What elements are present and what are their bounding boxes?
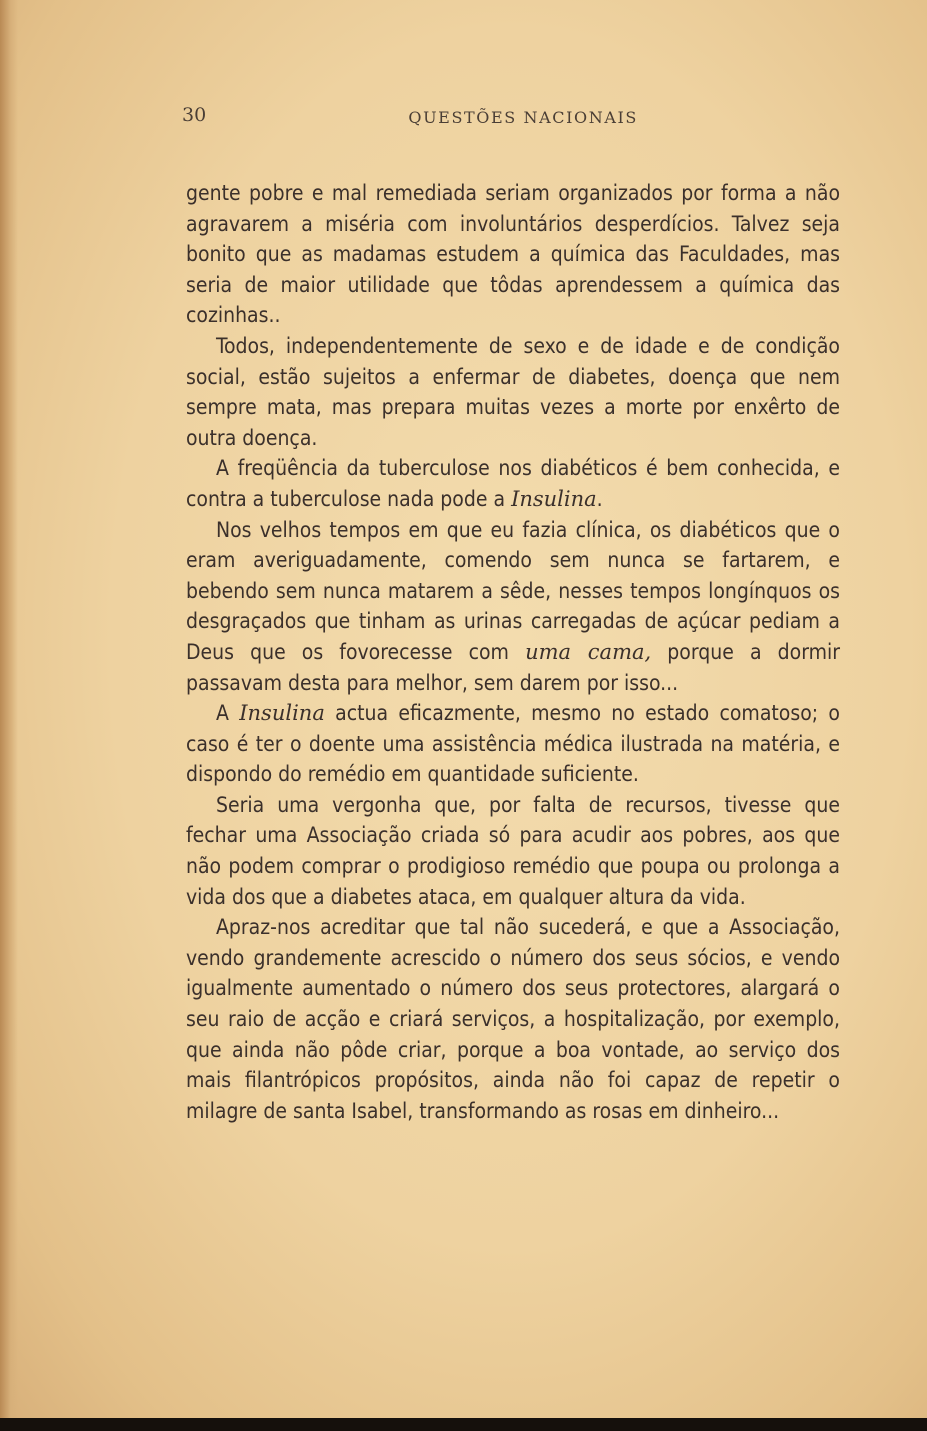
paragraph-text: . — [596, 486, 603, 511]
paragraph-text: Todos, independentemente de sexo e de idade e de condição social, estão sujeitos a enfermar de diabetes, doença que nem sempre mata, mas prepara muitas vezes a morte por enxêrto de outra doença. — [186, 333, 840, 450]
paragraph — [186, 790, 840, 912]
paragraph-text: Apraz-nos acreditar que tal não sucederá, e que a Associação, vendo grandemente acrescido o número dos seus sócios, e vendo igualmente aumentado o número dos seus protectores, alargará o seu raio de acção e criará serviços, a hospitalização, por exemplo, que ainda não pôde criar, porque a boa vontade, ao serviço dos mais filantrópicos propósitos, ainda não foi capaz de repetir o milagre de santa Isabel, transformando as rosas em dinheiro... — [186, 915, 840, 1123]
italic-term: Insulina — [239, 701, 325, 726]
running-title: QUESTÕES NACIONAIS — [408, 108, 638, 127]
paragraph — [186, 698, 840, 790]
paragraph-continuation — [186, 178, 840, 331]
body-text — [186, 178, 840, 1126]
paragraph-text: A — [216, 701, 240, 726]
paragraph-text: porque a dormir passavam desta para melhor, sem darem por isso... — [186, 639, 841, 695]
paragraph-text: Seria uma vergonha que, por falta de recursos, tivesse que fechar uma Associação criada só para acudir aos pobres, aos que não podem comprar o prodigioso remédio que poupa ou prolonga a vida dos que a diabetes ataca, em qualquer altura da vida. — [186, 792, 840, 909]
paragraph-text: A freqüência da tuberculose nos diabéticos é bem conhecida, e contra a tuberculose nada pode a — [186, 456, 840, 511]
paragraph — [186, 515, 840, 699]
paragraph — [186, 453, 840, 514]
paragraph-text: gente pobre e mal remediada seriam organizados por forma a não agravarem a miséria com involuntários desperdícios. Talvez seja bonito que as madamas estudem a química das Faculdades, mas seria de maior utilidade que tôdas aprendessem a química das cozinhas.. — [186, 181, 840, 328]
page-number: 30 — [182, 104, 207, 126]
scan-bottom-edge — [0, 1418, 927, 1431]
italic-term: uma cama, — [525, 639, 652, 664]
page-binding-edge — [0, 0, 18, 1418]
paragraph — [186, 912, 840, 1126]
italic-term: Insulina — [511, 486, 597, 511]
paragraph-text: Nos velhos tempos em que eu fazia clínica, os diabéticos que o eram averiguadamente, comendo sem nunca se fartarem, e bebendo sem nunca matarem a sêde, nesses tempos longínquos os desgraçados que tinham as urinas carregadas de açúcar pediam a Deus que os fovorecesse com — [186, 517, 840, 664]
page-header — [182, 104, 638, 134]
paragraph-text: actua eficazmente, mesmo no estado comatoso; o caso é ter o doente uma assistência médica ilustrada na matéria, e dispondo do remédio em quantidade suficiente. — [186, 701, 840, 787]
paragraph — [186, 331, 840, 453]
